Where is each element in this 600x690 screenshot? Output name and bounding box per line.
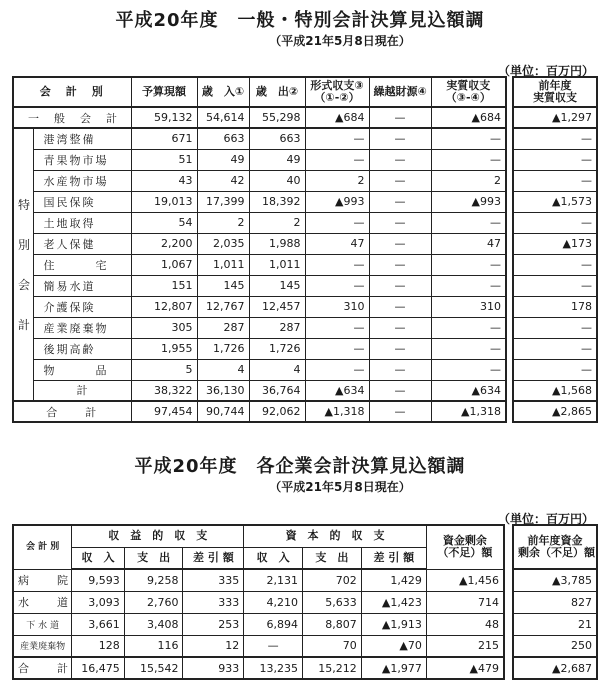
cell-expenditure: 2	[249, 212, 305, 233]
enterprise-subtitle: （平成21年5月8日現在）	[269, 480, 411, 494]
cell-formal: ▲634	[305, 380, 369, 401]
cell-budget: 51	[131, 149, 197, 170]
special-account-row	[13, 296, 506, 317]
enterprise-unit: （単位：百万円）	[498, 512, 595, 526]
cell-carry: —	[369, 191, 431, 212]
row-name: 病 院	[13, 569, 72, 591]
general-subtitle: （平成21年5月8日現在）	[269, 34, 411, 48]
cell-carry: —	[369, 275, 431, 296]
cell-prev: —	[513, 149, 597, 170]
cell-real: —	[431, 128, 506, 149]
cell-p_diff: 333	[183, 591, 244, 613]
cell-formal: —	[305, 212, 369, 233]
cell-revenue: 1,011	[197, 254, 249, 275]
cell-surplus: 714	[426, 591, 504, 613]
cell-carry: —	[369, 107, 431, 128]
cell-real: —	[431, 338, 506, 359]
cell-formal: —	[305, 128, 369, 149]
cell-expenditure: 145	[249, 275, 305, 296]
cell-expenditure: 36,764	[249, 380, 305, 401]
cell-carry: —	[369, 317, 431, 338]
cell-budget: 59,132	[131, 107, 197, 128]
enterprise-total-row	[13, 657, 504, 679]
cell-budget: 1,955	[131, 338, 197, 359]
cell-formal: —	[305, 275, 369, 296]
cell-p_out: 3,408	[124, 613, 183, 635]
special-account-row	[13, 128, 506, 149]
enterprise-row	[13, 613, 504, 635]
cell-revenue: 36,130	[197, 380, 249, 401]
cell-prev: —	[513, 170, 597, 191]
cell-revenue: 663	[197, 128, 249, 149]
cell-p_in: 128	[72, 635, 124, 657]
cell-budget: 305	[131, 317, 197, 338]
cell-formal: —	[305, 359, 369, 380]
cell-real: 2	[431, 170, 506, 191]
cell-prev: —	[513, 275, 597, 296]
header-account: 会 計 別	[13, 77, 131, 107]
cell-formal: ▲993	[305, 191, 369, 212]
cell-real: ▲993	[431, 191, 506, 212]
header-budget: 予算現額	[131, 77, 197, 107]
cell-budget: 54	[131, 212, 197, 233]
cell-prev: —	[513, 128, 597, 149]
cell-surplus: 215	[426, 635, 504, 657]
row-name: 港湾整備	[33, 128, 131, 149]
row-name: 簡易水道	[33, 275, 131, 296]
special-account-row	[13, 149, 506, 170]
cell-budget: 671	[131, 128, 197, 149]
cell-p_diff: 12	[183, 635, 244, 657]
cell-carry: —	[369, 233, 431, 254]
cell-c_diff: ▲1,423	[361, 591, 426, 613]
special-account-label: 特 別 会 計	[13, 128, 33, 401]
row-name: 住 宅	[33, 254, 131, 275]
header-prev-surplus: 前年度資金 剰余（不足）額	[513, 525, 597, 569]
cell-formal: —	[305, 317, 369, 338]
cell-budget: 19,013	[131, 191, 197, 212]
prev-year-real-table	[512, 76, 598, 423]
header-profit-income: 収 入	[72, 547, 124, 569]
cell-budget: 2,200	[131, 233, 197, 254]
cell-p_in: 9,593	[72, 569, 124, 591]
cell-p_out: 15,542	[124, 657, 183, 679]
cell-real: ▲1,318	[431, 401, 506, 422]
header-capital-diff: 差 引 額	[361, 547, 426, 569]
cell-prev: ▲2,865	[513, 401, 597, 422]
cell-expenditure: 287	[249, 317, 305, 338]
cell-budget: 38,322	[131, 380, 197, 401]
special-account-row	[13, 191, 506, 212]
cell-formal: 2	[305, 170, 369, 191]
cell-prev: ▲2,687	[513, 657, 597, 679]
cell-carry: —	[369, 149, 431, 170]
header-profit-diff: 差 引 額	[183, 547, 244, 569]
cell-carry: —	[369, 170, 431, 191]
cell-surplus: 48	[426, 613, 504, 635]
cell-revenue: 49	[197, 149, 249, 170]
header-real: 実質収支 （③-④）	[431, 77, 506, 107]
header-surplus: 資金剰余 （不足）額	[426, 525, 504, 569]
cell-p_out: 2,760	[124, 591, 183, 613]
cell-real: —	[431, 212, 506, 233]
cell-real: —	[431, 317, 506, 338]
row-name: 水 道	[13, 591, 72, 613]
cell-carry: —	[369, 401, 431, 422]
cell-surplus: ▲1,456	[426, 569, 504, 591]
row-name: 下 水 道	[13, 613, 72, 635]
cell-formal: —	[305, 338, 369, 359]
special-total-row	[13, 380, 506, 401]
cell-carry: —	[369, 338, 431, 359]
enterprise-title: 平成20年度 各企業会計決算見込額調	[134, 456, 466, 477]
cell-c_in: 6,894	[244, 613, 303, 635]
cell-prev: ▲1,573	[513, 191, 597, 212]
header-profit-group: 収 益 的 収 支	[72, 525, 244, 547]
header-revenue: 歳 入①	[197, 77, 249, 107]
header-carryover: 繰越財源④	[369, 77, 431, 107]
cell-p_in: 3,661	[72, 613, 124, 635]
cell-c_diff: ▲1,913	[361, 613, 426, 635]
cell-budget: 43	[131, 170, 197, 191]
cell-c_out: 702	[303, 569, 362, 591]
cell-formal: ▲684	[305, 107, 369, 128]
cell-prev: —	[513, 317, 597, 338]
row-name: 産業廃棄物	[13, 635, 72, 657]
cell-c_out: 70	[303, 635, 362, 657]
general-title: 平成20年度 一般・特別会計決算見込額調	[115, 10, 485, 31]
enterprise-row	[13, 635, 504, 657]
enterprise-table	[12, 524, 505, 680]
prev-year-surplus-table	[512, 524, 598, 680]
header-profit-expense: 支 出	[124, 547, 183, 569]
cell-real: 47	[431, 233, 506, 254]
cell-expenditure: 18,392	[249, 191, 305, 212]
header-capital-income: 収 入	[244, 547, 303, 569]
cell-formal: 47	[305, 233, 369, 254]
cell-surplus: ▲479	[426, 657, 504, 679]
cell-prev: ▲1,568	[513, 380, 597, 401]
row-name: 産業廃棄物	[33, 317, 131, 338]
row-name: 青果物市場	[33, 149, 131, 170]
cell-revenue: 145	[197, 275, 249, 296]
cell-c_in: 13,235	[244, 657, 303, 679]
cell-formal: —	[305, 254, 369, 275]
cell-c_out: 5,633	[303, 591, 362, 613]
cell-expenditure: 1,011	[249, 254, 305, 275]
cell-revenue: 12,767	[197, 296, 249, 317]
row-name: 計	[33, 380, 131, 401]
cell-carry: —	[369, 254, 431, 275]
general-account-row	[13, 107, 506, 128]
header-capital-group: 資 本 的 収 支	[244, 525, 427, 547]
cell-prev: —	[513, 212, 597, 233]
cell-c_out: 8,807	[303, 613, 362, 635]
cell-expenditure: 1,726	[249, 338, 305, 359]
cell-carry: —	[369, 212, 431, 233]
cell-prev: —	[513, 359, 597, 380]
cell-c_in: 2,131	[244, 569, 303, 591]
cell-budget: 1,067	[131, 254, 197, 275]
cell-budget: 151	[131, 275, 197, 296]
cell-p_out: 9,258	[124, 569, 183, 591]
cell-prev: ▲3,785	[513, 569, 597, 591]
cell-c_out: 15,212	[303, 657, 362, 679]
enterprise-row	[13, 591, 504, 613]
cell-p_in: 3,093	[72, 591, 124, 613]
header-capital-expense: 支 出	[303, 547, 362, 569]
cell-prev: —	[513, 254, 597, 275]
cell-expenditure: 92,062	[249, 401, 305, 422]
special-account-row	[13, 233, 506, 254]
special-account-row	[13, 275, 506, 296]
special-account-row	[13, 254, 506, 275]
cell-p_diff: 253	[183, 613, 244, 635]
cell-prev: 21	[513, 613, 597, 635]
header-expenditure: 歳 出②	[249, 77, 305, 107]
cell-c_diff: ▲70	[361, 635, 426, 657]
cell-real: ▲634	[431, 380, 506, 401]
cell-p_diff: 933	[183, 657, 244, 679]
row-name: 老人保健	[33, 233, 131, 254]
row-name: 水産物市場	[33, 170, 131, 191]
special-account-row	[13, 212, 506, 233]
cell-expenditure: 12,457	[249, 296, 305, 317]
general-special-table	[12, 76, 507, 423]
cell-expenditure: 40	[249, 170, 305, 191]
cell-formal: —	[305, 149, 369, 170]
row-name: 合 計	[13, 401, 131, 422]
cell-real: 310	[431, 296, 506, 317]
row-name: 国民保険	[33, 191, 131, 212]
row-name: 物 品	[33, 359, 131, 380]
cell-revenue: 2	[197, 212, 249, 233]
special-account-row	[13, 359, 506, 380]
cell-real: ▲684	[431, 107, 506, 128]
cell-revenue: 42	[197, 170, 249, 191]
cell-carry: —	[369, 380, 431, 401]
cell-c_diff: 1,429	[361, 569, 426, 591]
cell-real: —	[431, 275, 506, 296]
cell-revenue: 2,035	[197, 233, 249, 254]
cell-revenue: 54,614	[197, 107, 249, 128]
cell-expenditure: 1,988	[249, 233, 305, 254]
cell-revenue: 287	[197, 317, 249, 338]
cell-real: —	[431, 359, 506, 380]
cell-formal: 310	[305, 296, 369, 317]
cell-c_in: —	[244, 635, 303, 657]
cell-revenue: 90,744	[197, 401, 249, 422]
cell-carry: —	[369, 128, 431, 149]
cell-p_out: 116	[124, 635, 183, 657]
cell-prev: ▲1,297	[513, 107, 597, 128]
grand-total-row	[13, 401, 506, 422]
header-account: 会 計 別	[13, 525, 72, 569]
cell-real: —	[431, 254, 506, 275]
cell-formal: ▲1,318	[305, 401, 369, 422]
cell-revenue: 1,726	[197, 338, 249, 359]
cell-p_in: 16,475	[72, 657, 124, 679]
row-name: 介護保険	[33, 296, 131, 317]
general-unit: （単位：百万円）	[498, 64, 595, 78]
cell-budget: 12,807	[131, 296, 197, 317]
cell-real: —	[431, 149, 506, 170]
cell-budget: 5	[131, 359, 197, 380]
row-name: 土地取得	[33, 212, 131, 233]
cell-prev: 250	[513, 635, 597, 657]
cell-expenditure: 663	[249, 128, 305, 149]
cell-revenue: 4	[197, 359, 249, 380]
cell-prev: 178	[513, 296, 597, 317]
cell-c_in: 4,210	[244, 591, 303, 613]
cell-expenditure: 49	[249, 149, 305, 170]
cell-prev: ▲173	[513, 233, 597, 254]
row-name: 一 般 会 計	[13, 107, 131, 128]
cell-revenue: 17,399	[197, 191, 249, 212]
special-account-row	[13, 170, 506, 191]
header-formal: 形式収支③ （①-②）	[305, 77, 369, 107]
cell-prev: 827	[513, 591, 597, 613]
cell-carry: —	[369, 296, 431, 317]
cell-budget: 97,454	[131, 401, 197, 422]
header-prev: 前年度 実質収支	[513, 77, 597, 107]
cell-expenditure: 55,298	[249, 107, 305, 128]
cell-expenditure: 4	[249, 359, 305, 380]
cell-carry: —	[369, 359, 431, 380]
enterprise-row	[13, 569, 504, 591]
row-name: 後期高齢	[33, 338, 131, 359]
cell-prev: —	[513, 338, 597, 359]
cell-p_diff: 335	[183, 569, 244, 591]
row-name: 合 計	[13, 657, 72, 679]
special-account-row	[13, 317, 506, 338]
special-account-row	[13, 338, 506, 359]
cell-c_diff: ▲1,977	[361, 657, 426, 679]
